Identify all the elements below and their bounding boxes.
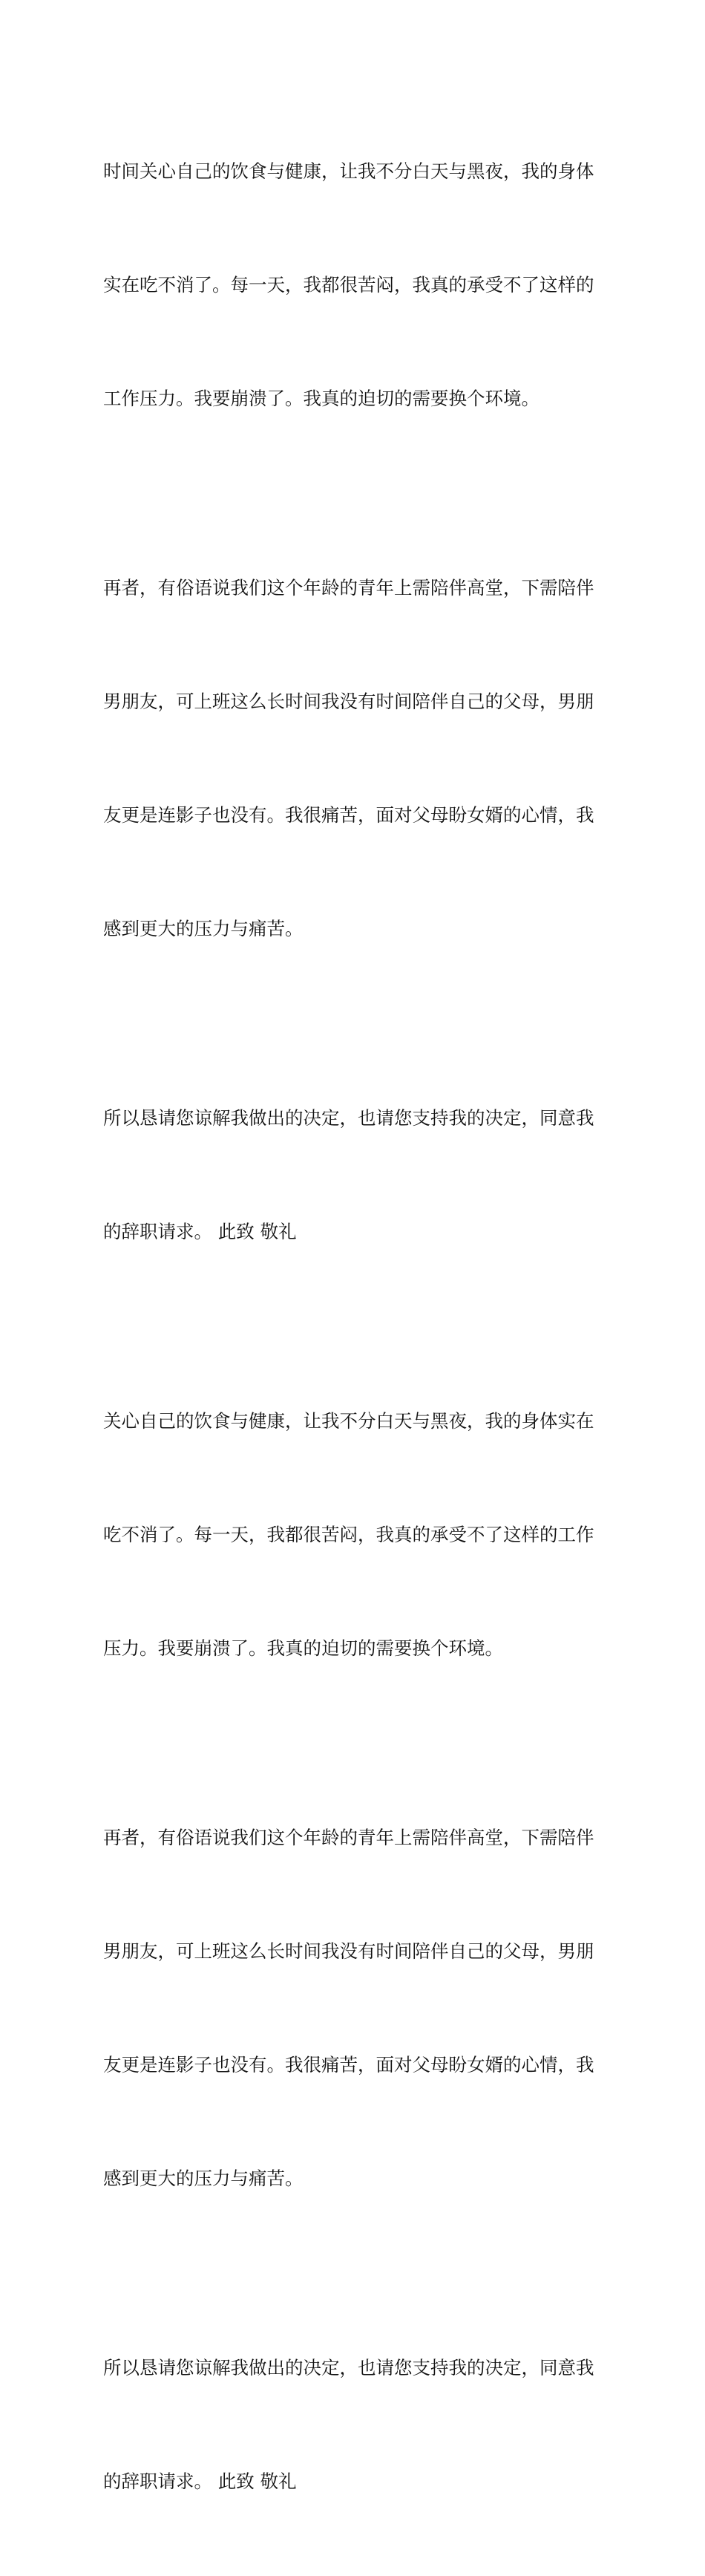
text-line: 感到更大的压力与痛苦。 — [103, 2168, 304, 2189]
text-line: 男朋友，可上班这么长时间我没有时间陪伴自己的父母，男朋 — [103, 1940, 594, 1962]
text-line: 的辞职请求。 此致 敬礼 — [103, 1221, 297, 1242]
text-line: 再者，有俗语说我们这个年龄的青年上需陪伴高堂，下需陪伴 — [103, 577, 594, 599]
text-line: 关心自己的饮食与健康，让我不分白天与黑夜，我的身体实在 — [103, 1410, 594, 1432]
paragraph-6 — [103, 2273, 608, 2576]
text-line: 友更是连影子也没有。我很痛苦，面对父母盼女婿的心情，我 — [103, 2054, 594, 2076]
text-line: 感到更大的压力与痛苦。 — [103, 918, 304, 939]
text-line: 工作压力。我要崩溃了。我真的迫切的需要换个环境。 — [103, 388, 540, 409]
text-line: 时间关心自己的饮食与健康，让我不分白天与黑夜，我的身体 — [103, 160, 594, 182]
text-line: 吃不消了。每一天，我都很苦闷，我真的承受不了这样的工作 — [103, 1524, 594, 1545]
text-line: 的辞职请求。 此致 敬礼 — [103, 2471, 297, 2492]
paragraph-4 — [103, 1326, 608, 1743]
paragraph-3 — [103, 1023, 608, 1326]
paragraph-5 — [103, 1743, 608, 2273]
paragraph-2 — [103, 493, 608, 1023]
text-line: 再者，有俗语说我们这个年龄的青年上需陪伴高堂，下需陪伴 — [103, 1827, 594, 1848]
text-line: 男朋友，可上班这么长时间我没有时间陪伴自己的父母，男朋 — [103, 691, 594, 712]
text-line: 压力。我要崩溃了。我真的迫切的需要换个环境。 — [103, 1637, 503, 1659]
paragraph-1 — [103, 76, 608, 493]
text-line: 所以恳请您谅解我做出的决定，也请您支持我的决定，同意我 — [103, 1107, 594, 1129]
text-line: 实在吃不消了。每一天，我都很苦闷，我真的承受不了这样的 — [103, 274, 594, 296]
text-line: 所以恳请您谅解我做出的决定，也请您支持我的决定，同意我 — [103, 2357, 594, 2378]
text-line: 友更是连影子也没有。我很痛苦，面对父母盼女婿的心情，我 — [103, 804, 594, 826]
document-body — [103, 76, 608, 2576]
